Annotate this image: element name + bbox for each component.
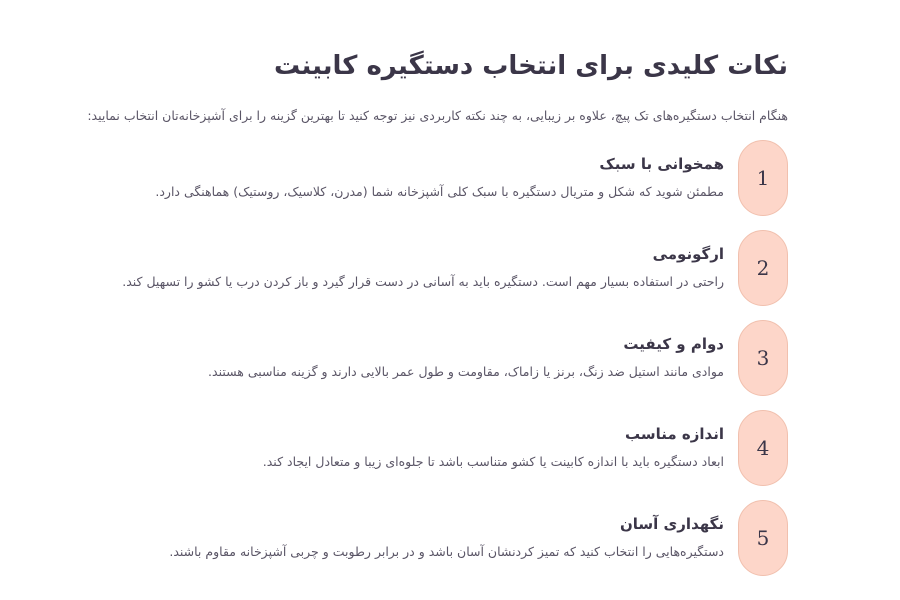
tip-description: موادی مانند استیل ضد زنگ، برنز یا زاماک، مقاومت و طول عمر بالایی دارند و گزینه مناسبی هستند. — [208, 364, 724, 379]
tip-title: نگهداری آسان — [620, 515, 724, 533]
tip-title: اندازه مناسب — [625, 425, 724, 443]
tip-item — [108, 410, 788, 500]
tip-item — [108, 140, 788, 230]
tip-item — [108, 320, 788, 410]
tip-number-badge: 1 — [738, 140, 788, 216]
tip-description: دستگیره‌هایی را انتخاب کنید که تمیز کردنشان آسان باشد و در برابر رطوبت و چربی آشپزخانه مقاوم باشند. — [169, 544, 724, 559]
tip-description: مطمئن شوید که شکل و متریال دستگیره با سبک کلی آشپزخانه شما (مدرن، کلاسیک، روستیک) هماهنگی دارد. — [155, 184, 724, 199]
tip-number-badge: 2 — [738, 230, 788, 306]
tip-description: ابعاد دستگیره باید با اندازه کابینت یا کشو متناسب باشد تا جلوه‌ای زیبا و متعادل ایجاد کند. — [262, 454, 724, 469]
tip-item — [108, 500, 788, 590]
intro-paragraph: هنگام انتخاب دستگیره‌های تک پیچ، علاوه بر زیبایی، به چند نکته کاربردی نیز توجه کنید تا بهترین گزینه را برای آشپزخانه‌تان انتخاب نمایید: — [87, 108, 788, 123]
tip-item — [108, 230, 788, 320]
tips-list — [108, 140, 788, 590]
tip-title: همخوانی با سبک — [599, 155, 724, 173]
tip-number-badge: 4 — [738, 410, 788, 486]
page-title: نکات کلیدی برای انتخاب دستگیره کابینت — [274, 51, 788, 81]
tip-number-badge: 3 — [738, 320, 788, 396]
tip-title: دوام و کیفیت — [623, 335, 724, 353]
tip-number-badge: 5 — [738, 500, 788, 576]
tip-title: ارگونومی — [652, 245, 724, 263]
tip-description: راحتی در استفاده بسیار مهم است. دستگیره باید به آسانی در دست قرار گیرد و باز کردن درب یا کشو را تسهیل کند. — [122, 274, 724, 289]
